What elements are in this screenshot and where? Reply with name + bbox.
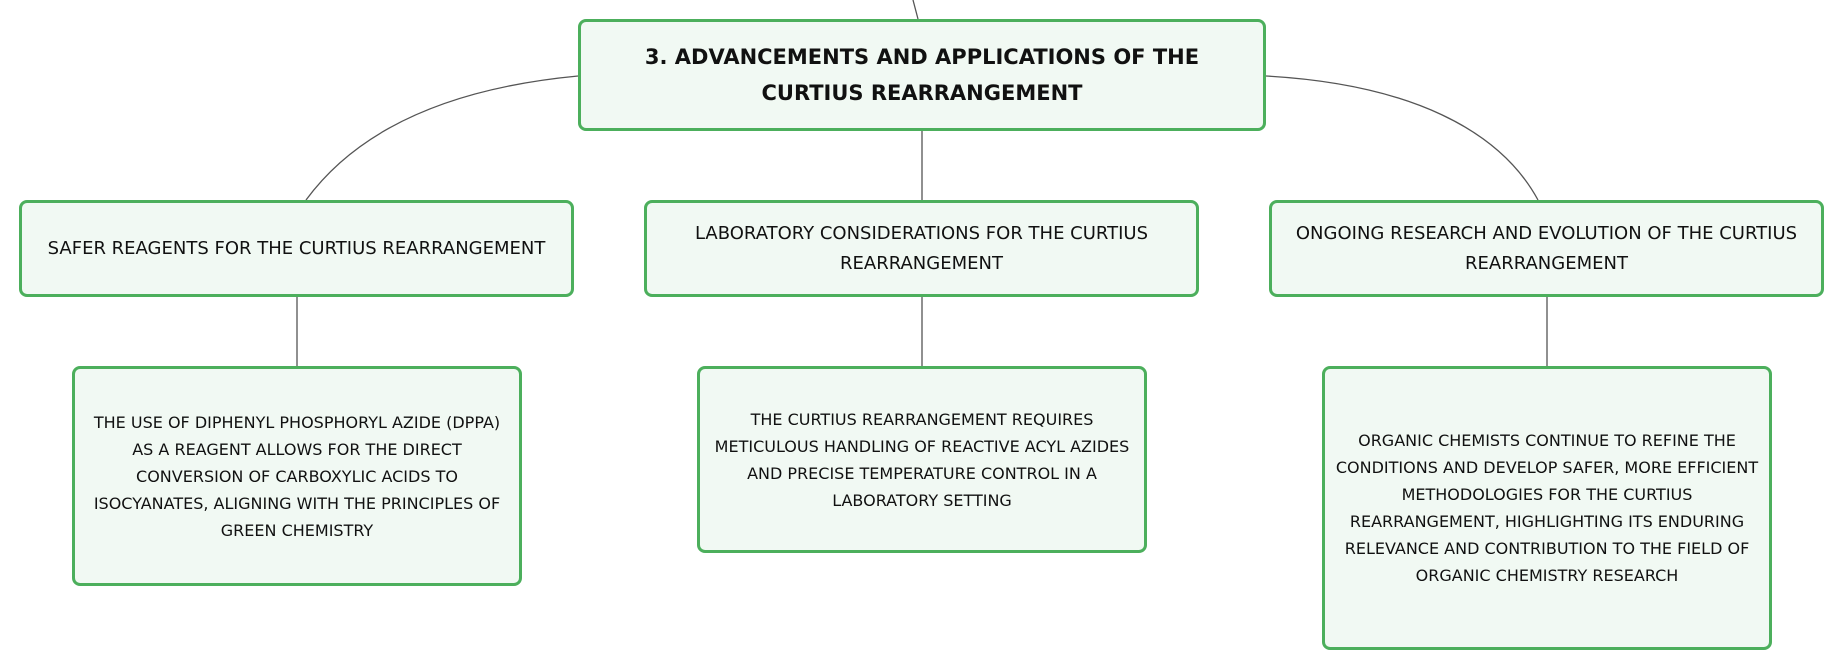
detail-node-handling[interactable]: [697, 366, 1147, 553]
detail-node-dppa[interactable]: [72, 366, 522, 586]
branch-title: ONGOING RESEARCH AND EVOLUTION OF THE CURTIUS REARRANGEMENT: [1295, 222, 1798, 274]
root-topic-title: 3. ADVANCEMENTS AND APPLICATIONS OF THE CURTIUS REARRANGEMENT: [644, 45, 1200, 105]
branch-node-ongoing-research[interactable]: [1269, 200, 1824, 297]
branch-title: SAFER REAGENTS FOR THE CURTIUS REARRANGEMENT: [47, 237, 546, 259]
detail-node-research[interactable]: [1322, 366, 1772, 650]
connector-root-to-branch-3: [1266, 76, 1538, 200]
branch-title: LABORATORY CONSIDERATIONS FOR THE CURTIUS REARRANGEMENT: [694, 222, 1149, 274]
root-topic-node[interactable]: [578, 19, 1266, 131]
detail-text: ORGANIC CHEMISTS CONTINUE TO REFINE THE CONDITIONS AND DEVELOP SAFER, MORE EFFICIENT METHODOLOGIES FOR THE CURTIUS REARRANGEMENT, HIGHLIGHTING ITS ENDURING RELEVANCE AND CONTRIBUTION TO THE FIELD OF ORGANIC CHEMISTRY RESEARCH: [1335, 431, 1759, 585]
detail-text: THE USE OF DIPHENYL PHOSPHORYL AZIDE (DPPA) AS A REAGENT ALLOWS FOR THE DIRECT CONVERSION OF CARBOXYLIC ACIDS TO ISOCYANATES, ALIGNING WITH THE PRINCIPLES OF GREEN CHEMISTRY: [93, 412, 501, 540]
detail-text: THE CURTIUS REARRANGEMENT REQUIRES METICULOUS HANDLING OF REACTIVE ACYL AZIDES AND PRECISE TEMPERATURE CONTROL IN A LABORATORY SETTING: [714, 409, 1130, 510]
branch-node-laboratory-considerations[interactable]: [644, 200, 1199, 297]
branch-node-safer-reagents[interactable]: [19, 200, 574, 297]
connector-root-to-branch-1: [306, 76, 578, 200]
connector-parent-to-root: [913, 0, 918, 19]
